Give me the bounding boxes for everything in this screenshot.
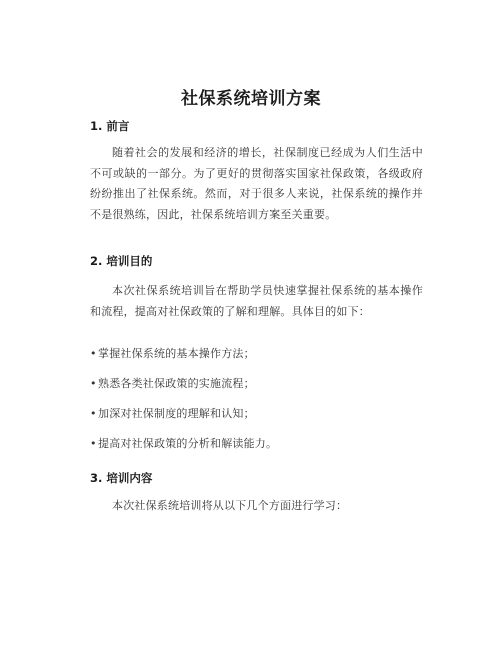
bullet-text: 提高对社保政策的分析和解读能力。 <box>98 437 278 450</box>
content-paragraph: 本次社保系统培训将从以下几个方面进行学习： <box>112 499 348 512</box>
document-title: 社保系统培训方案 <box>181 89 321 109</box>
bullet-text: 加深对社保制度的理解和认知； <box>98 407 255 420</box>
bullet-text: 掌握社保系统的基本操作方法； <box>98 347 255 360</box>
purpose-bullet-item <box>90 405 423 421</box>
bullet-marker: • <box>90 377 97 390</box>
bullet-text: 熟悉各类社保政策的实施流程； <box>98 377 255 390</box>
bullet-marker: • <box>90 437 97 450</box>
purpose-bullet-item <box>90 435 423 451</box>
bullet-marker: • <box>90 407 97 420</box>
purpose-bullet-item <box>90 375 423 391</box>
section-heading-purpose: 2. 培训目的 <box>90 254 153 268</box>
preface-paragraph: 随着社会的发展和经济的增长，社保制度已经成为人们生活中不可或缺的一部分。为了更好的贯彻落实国家社保政策，各级政府纷纷推出了社保系统。然而，对于很多人来说，社保系统的操作并不是很熟练，因此，社保系统培训方案至关重要。 <box>90 146 423 221</box>
bullet-marker: • <box>90 347 97 360</box>
purpose-bullet-item <box>90 345 423 361</box>
section-heading-content: 3. 培训内容 <box>90 471 153 485</box>
purpose-paragraph: 本次社保系统培训旨在帮助学员快速掌握社保系统的基本操作和流程，提高对社保政策的了解和理解。具体目的如下： <box>90 284 423 318</box>
section-heading-preface: 1. 前言 <box>90 119 130 133</box>
